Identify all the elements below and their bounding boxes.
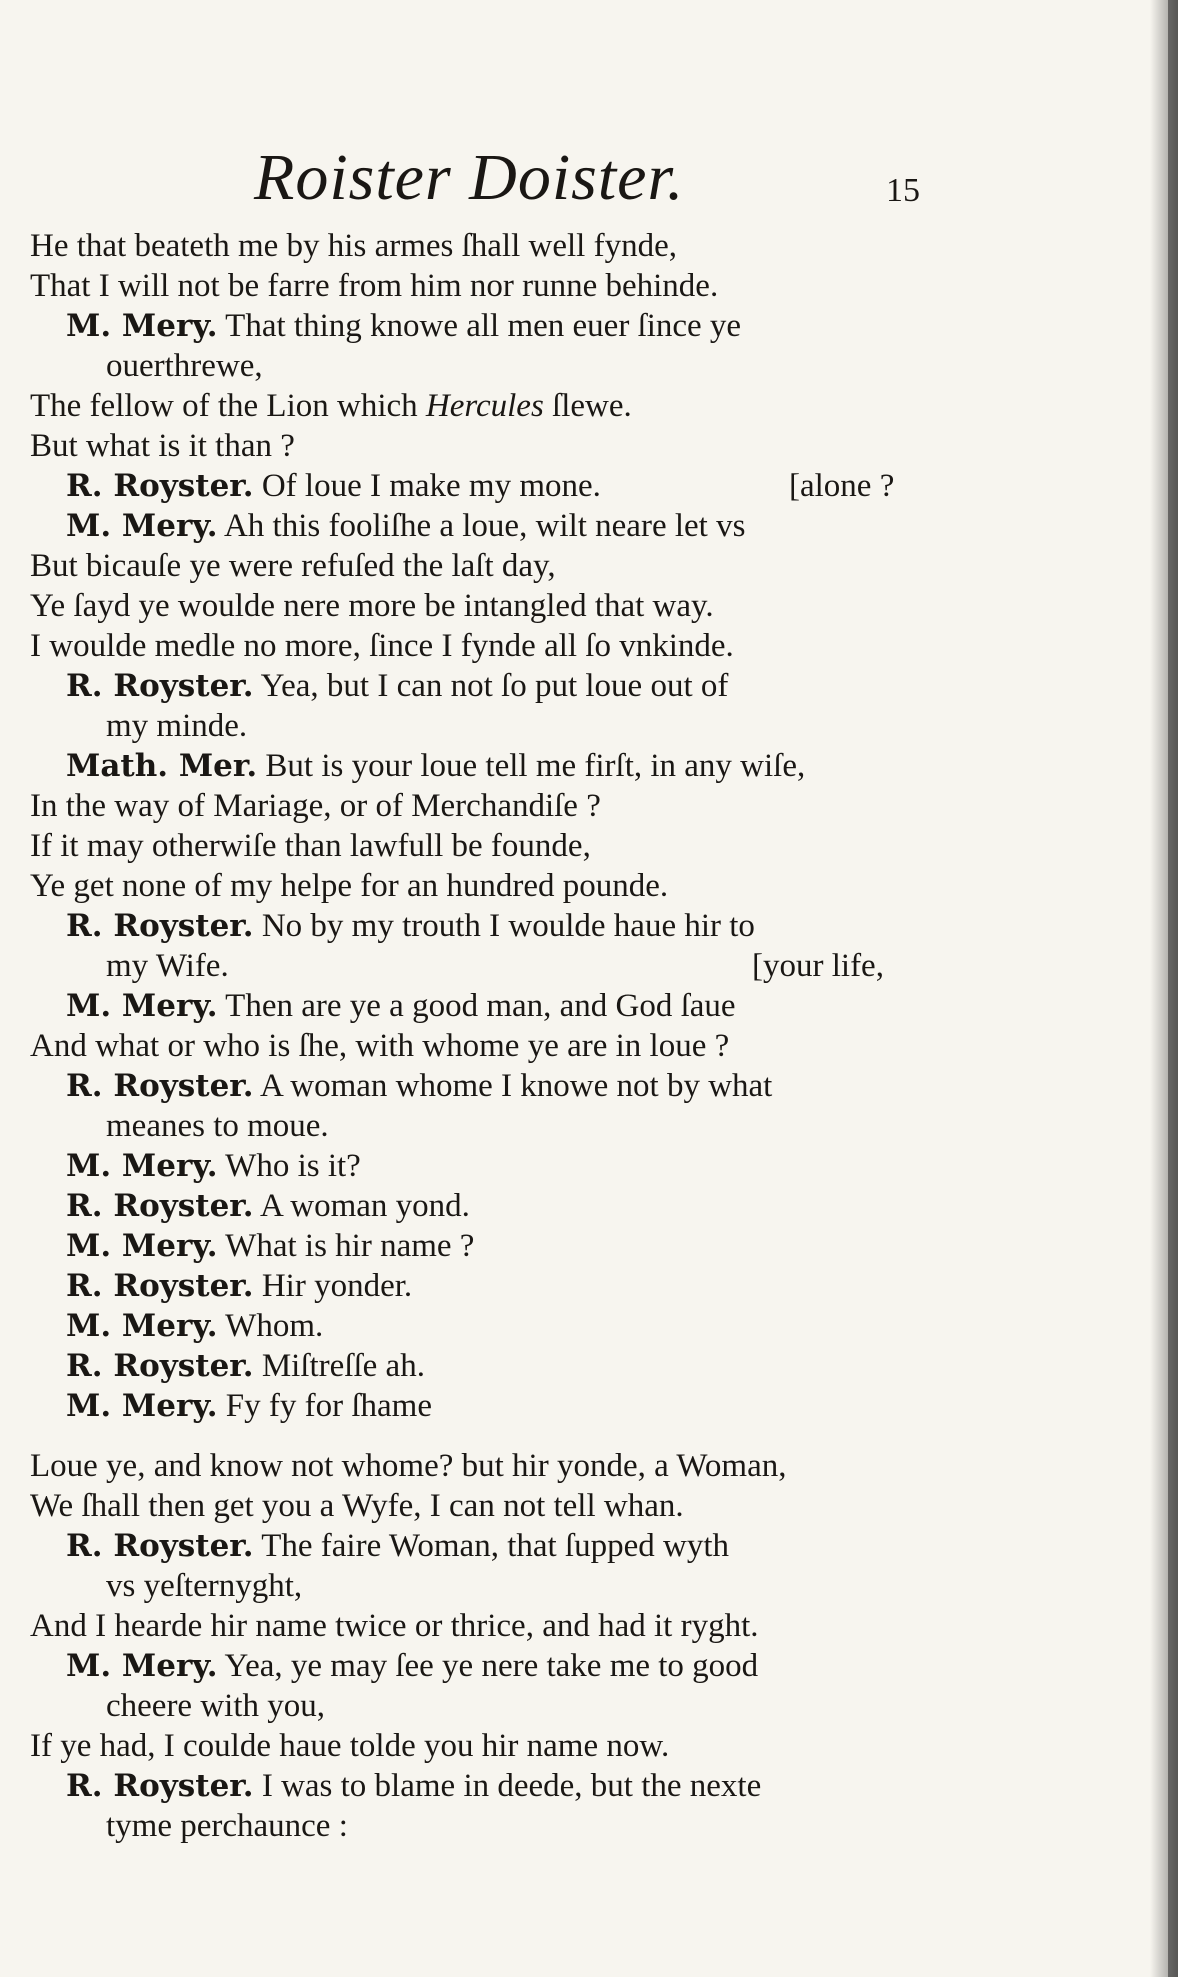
speaker-name: M. Mery. [66,1648,218,1684]
text-line: meanes to moue. [106,1108,329,1144]
speaker-name: M. Mery. [66,988,218,1024]
text-line: But what is it than ? [30,428,295,464]
speaker-name: M. Mery. [66,1308,218,1344]
speaker-name: R. Royster. [66,1268,254,1304]
speech-line: R. Royster. Of loue I make my mone. [66,468,601,504]
speaker-name: R. Royster. [66,1068,254,1104]
speaker-name: M. Mery. [66,1148,218,1184]
speech-line: M. Mery. Fy fy for ſhame [66,1388,432,1424]
text-line: The fellow of the Lion which Hercules ſlewe. [30,388,632,424]
speech-line: M. Mery. Who is it? [66,1148,361,1184]
text-line: And I hearde hir name twice or thrice, and had it ryght. [30,1608,759,1644]
text-line: But bicauſe ye were refuſed the laſt day, [30,548,556,584]
speaker-name: M. Mery. [66,1228,218,1264]
text-line: He that beateth me by his armes ſhall well fynde, [30,228,677,264]
speech-line: R. Royster. Miſtreſſe ah. [66,1348,425,1384]
text-line: If it may otherwiſe than lawfull be founde, [30,828,591,864]
speech-line: R. Royster. A woman whome I knowe not by what [66,1068,773,1104]
speaker-name: M. Mery. [66,308,218,344]
speaker-name: R. Royster. [66,1188,254,1224]
speaker-name: R. Royster. [66,1348,254,1384]
running-title: Roister Doister. [254,141,685,214]
speaker-name: M. Mery. [66,1388,218,1424]
page-number: 15 [886,172,920,209]
text-line: my Wife. [106,948,229,984]
speech-line: M. Mery. Yea, ye may ſee ye nere take me to good [66,1648,759,1684]
italic-name: Hercules [425,388,544,424]
text-line: my minde. [106,708,248,744]
text-line: That I will not be farre from him nor runne behinde. [30,268,719,304]
speech-line: M. Mery. What is hir name ? [66,1228,475,1264]
speech-line: R. Royster. A woman yond. [66,1188,470,1224]
speaker-name: R. Royster. [66,908,254,944]
text-line: And what or who is ſhe, with whome ye are in loue ? [30,1028,730,1064]
speaker-name: Math. Mer. [66,748,258,784]
speech-line: R. Royster. The faire Woman, that ſupped wyth [66,1528,730,1564]
speech-line: R. Royster. Yea, but I can not ſo put loue out of [66,668,729,704]
speech-line: R. Royster. Hir yonder. [66,1268,413,1304]
speaker-name: M. Mery. [66,508,218,544]
speech-line: M. Mery. Then are ye a good man, and God ſaue [66,988,736,1024]
text-line: I woulde medle no more, ſince I fynde all ſo vnkinde. [30,628,734,664]
text-line: ouerthrewe, [106,348,263,384]
text-line: vs yeſternyght, [106,1568,303,1604]
speech-line: M. Mery. Whom. [66,1308,324,1344]
speech-line: Math. Mer. But is your loue tell me firſt, in any wiſe, [66,748,806,784]
text-line: Ye get none of my helpe for an hundred pounde. [30,868,669,904]
speech-line: M. Mery. That thing knowe all men euer ſince ye [66,308,742,344]
speech-line: R. Royster. No by my trouth I woulde haue hir to [66,908,755,944]
turnover-bracket: [alone ? [789,468,895,504]
speaker-name: R. Royster. [66,468,254,504]
speaker-name: R. Royster. [66,1768,254,1804]
text-line: Ye ſayd ye woulde nere more be intangled that way. [30,588,714,624]
turnover-bracket: [your life, [752,948,884,984]
speech-line: M. Mery. Ah this fooliſhe a loue, wilt neare let vs [66,508,746,544]
speaker-name: R. Royster. [66,1528,254,1564]
speech-line: R. Royster. I was to blame in deede, but the nexte [66,1768,762,1804]
text-line: We ſhall then get you a Wyfe, I can not tell whan. [30,1488,684,1524]
text-line: Loue ye, and know not whome? but hir yonde, a Woman, [30,1448,787,1484]
speaker-name: R. Royster. [66,668,254,704]
page-edge [1168,0,1178,1977]
text-line: cheere with you, [106,1688,325,1724]
text-line: tyme perchaunce : [106,1808,348,1844]
text-line: In the way of Mariage, or of Merchandiſe ? [30,788,601,824]
text-line: If ye had, I coulde haue tolde you hir name now. [30,1728,670,1764]
